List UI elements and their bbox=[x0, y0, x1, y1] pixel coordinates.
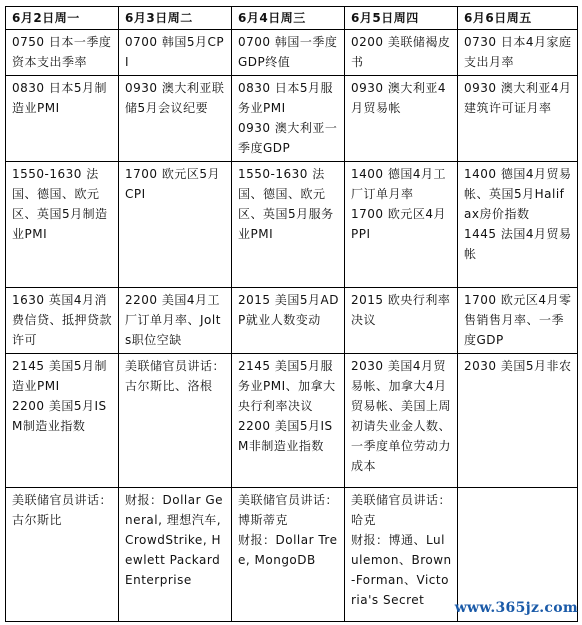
event-cell-wed bbox=[232, 288, 345, 354]
event-item: 2200 美国5月ISM非制造业指数 bbox=[238, 419, 333, 453]
event-item: 2015 欧央行利率决议 bbox=[351, 293, 451, 327]
event-item: 财报：Dollar Tree, MongoDB bbox=[238, 533, 338, 567]
event-item: 美联储官员讲话：哈克 bbox=[351, 493, 452, 527]
event-item: 1700 欧元区4月零售销售月率、一季度GDP bbox=[464, 293, 572, 347]
event-item: 0200 美联储褐皮书 bbox=[351, 35, 451, 69]
event-cell-thu bbox=[345, 354, 458, 488]
event-cell-wed bbox=[232, 76, 345, 162]
event-row bbox=[6, 288, 578, 354]
event-cell-mon bbox=[6, 354, 119, 488]
event-item: 1445 法国4月贸易帐 bbox=[464, 227, 572, 261]
event-item: 财报：Dollar General, 理想汽车, CrowdStrike, Hewlett Packard Enterprise bbox=[125, 493, 224, 587]
event-row bbox=[6, 162, 578, 288]
event-cell-thu bbox=[345, 76, 458, 162]
day-header-fri: 6月6日周五 bbox=[458, 7, 578, 30]
event-item: 美联储官员讲话：古尔斯比 bbox=[12, 493, 113, 527]
event-cell-mon bbox=[6, 162, 119, 288]
event-item: 0830 日本5月服务业PMI bbox=[238, 81, 333, 115]
event-cell-wed bbox=[232, 354, 345, 488]
event-cell-tue bbox=[119, 354, 232, 488]
event-cell-tue bbox=[119, 488, 232, 622]
weekly-calendar-table bbox=[5, 6, 578, 622]
event-item: 0700 韩国5月CPI bbox=[125, 35, 225, 69]
event-row bbox=[6, 76, 578, 162]
event-cell-tue bbox=[119, 30, 232, 76]
event-cell-mon bbox=[6, 76, 119, 162]
day-header-wed: 6月4日周三 bbox=[232, 7, 345, 30]
event-item: 0730 日本4月家庭支出月率 bbox=[464, 35, 572, 69]
event-item: 0830 日本5月制造业PMI bbox=[12, 81, 107, 115]
event-item: 0930 澳大利亚联储5月会议纪要 bbox=[125, 81, 225, 115]
event-cell-thu bbox=[345, 162, 458, 288]
event-item: 2030 美国5月非农 bbox=[464, 359, 572, 373]
event-cell-fri bbox=[458, 162, 578, 288]
event-item: 0930 澳大利亚4月建筑许可证月率 bbox=[464, 81, 572, 115]
event-cell-wed bbox=[232, 488, 345, 622]
event-item: 美联储官员讲话：博斯蒂克 bbox=[238, 493, 339, 527]
header-row bbox=[6, 7, 578, 30]
event-cell-fri bbox=[458, 288, 578, 354]
event-cell-fri bbox=[458, 30, 578, 76]
event-item: 2145 美国5月制造业PMI bbox=[12, 359, 107, 393]
event-item: 2200 美国4月工厂订单月率、Jolts职位空缺 bbox=[125, 293, 221, 347]
event-item: 1400 德国4月工厂订单月率 bbox=[351, 167, 446, 201]
event-item: 0930 澳大利亚4月贸易帐 bbox=[351, 81, 446, 115]
event-cell-thu bbox=[345, 30, 458, 76]
event-cell-tue bbox=[119, 288, 232, 354]
day-header-thu: 6月5日周四 bbox=[345, 7, 458, 30]
event-item: 0700 韩国一季度GDP终值 bbox=[238, 35, 338, 69]
event-item: 0930 澳大利亚一季度GDP bbox=[238, 121, 338, 155]
event-row bbox=[6, 354, 578, 488]
event-item: 财报：博通、Lululemon、Brown-Forman、Victoria's Secret bbox=[351, 533, 452, 607]
event-cell-fri bbox=[458, 354, 578, 488]
day-header-tue: 6月3日周二 bbox=[119, 7, 232, 30]
event-item: 1630 英国4月消费信贷、抵押贷款许可 bbox=[12, 293, 113, 347]
event-cell-wed bbox=[232, 30, 345, 76]
event-item: 1550-1630 法国、德国、欧元区、英国5月制造业PMI bbox=[12, 167, 108, 241]
event-cell-mon bbox=[6, 288, 119, 354]
event-item: 1700 欧元区4月PPI bbox=[351, 207, 446, 241]
day-header-mon: 6月2日周一 bbox=[6, 7, 119, 30]
event-item: 2145 美国5月服务业PMI、加拿大央行利率决议 bbox=[238, 359, 336, 413]
event-item: 0750 日本一季度资本支出季率 bbox=[12, 35, 112, 69]
event-cell-fri bbox=[458, 76, 578, 162]
event-cell-mon bbox=[6, 488, 119, 622]
event-item: 1550-1630 法国、德国、欧元区、英国5月服务业PMI bbox=[238, 167, 334, 241]
event-cell-tue bbox=[119, 76, 232, 162]
event-cell-thu bbox=[345, 288, 458, 354]
event-cell-wed bbox=[232, 162, 345, 288]
event-row bbox=[6, 30, 578, 76]
site-watermark: www.365jz.com bbox=[454, 600, 578, 616]
event-item: 1400 德国4月贸易帐、英国5月Halifax房价指数 bbox=[464, 167, 572, 221]
event-item: 2200 美国5月ISM制造业指数 bbox=[12, 399, 107, 433]
event-cell-thu bbox=[345, 488, 458, 622]
event-item: 美联储官员讲话：古尔斯比、洛根 bbox=[125, 359, 226, 393]
event-item: 2030 美国4月贸易帐、加拿大4月贸易帐、美国上周初请失业金人数、一季度单位劳动力成本 bbox=[351, 359, 452, 473]
event-cell-mon bbox=[6, 30, 119, 76]
event-cell-tue bbox=[119, 162, 232, 288]
event-item: 2015 美国5月ADP就业人数变动 bbox=[238, 293, 339, 327]
event-item: 1700 欧元区5月CPI bbox=[125, 167, 220, 201]
